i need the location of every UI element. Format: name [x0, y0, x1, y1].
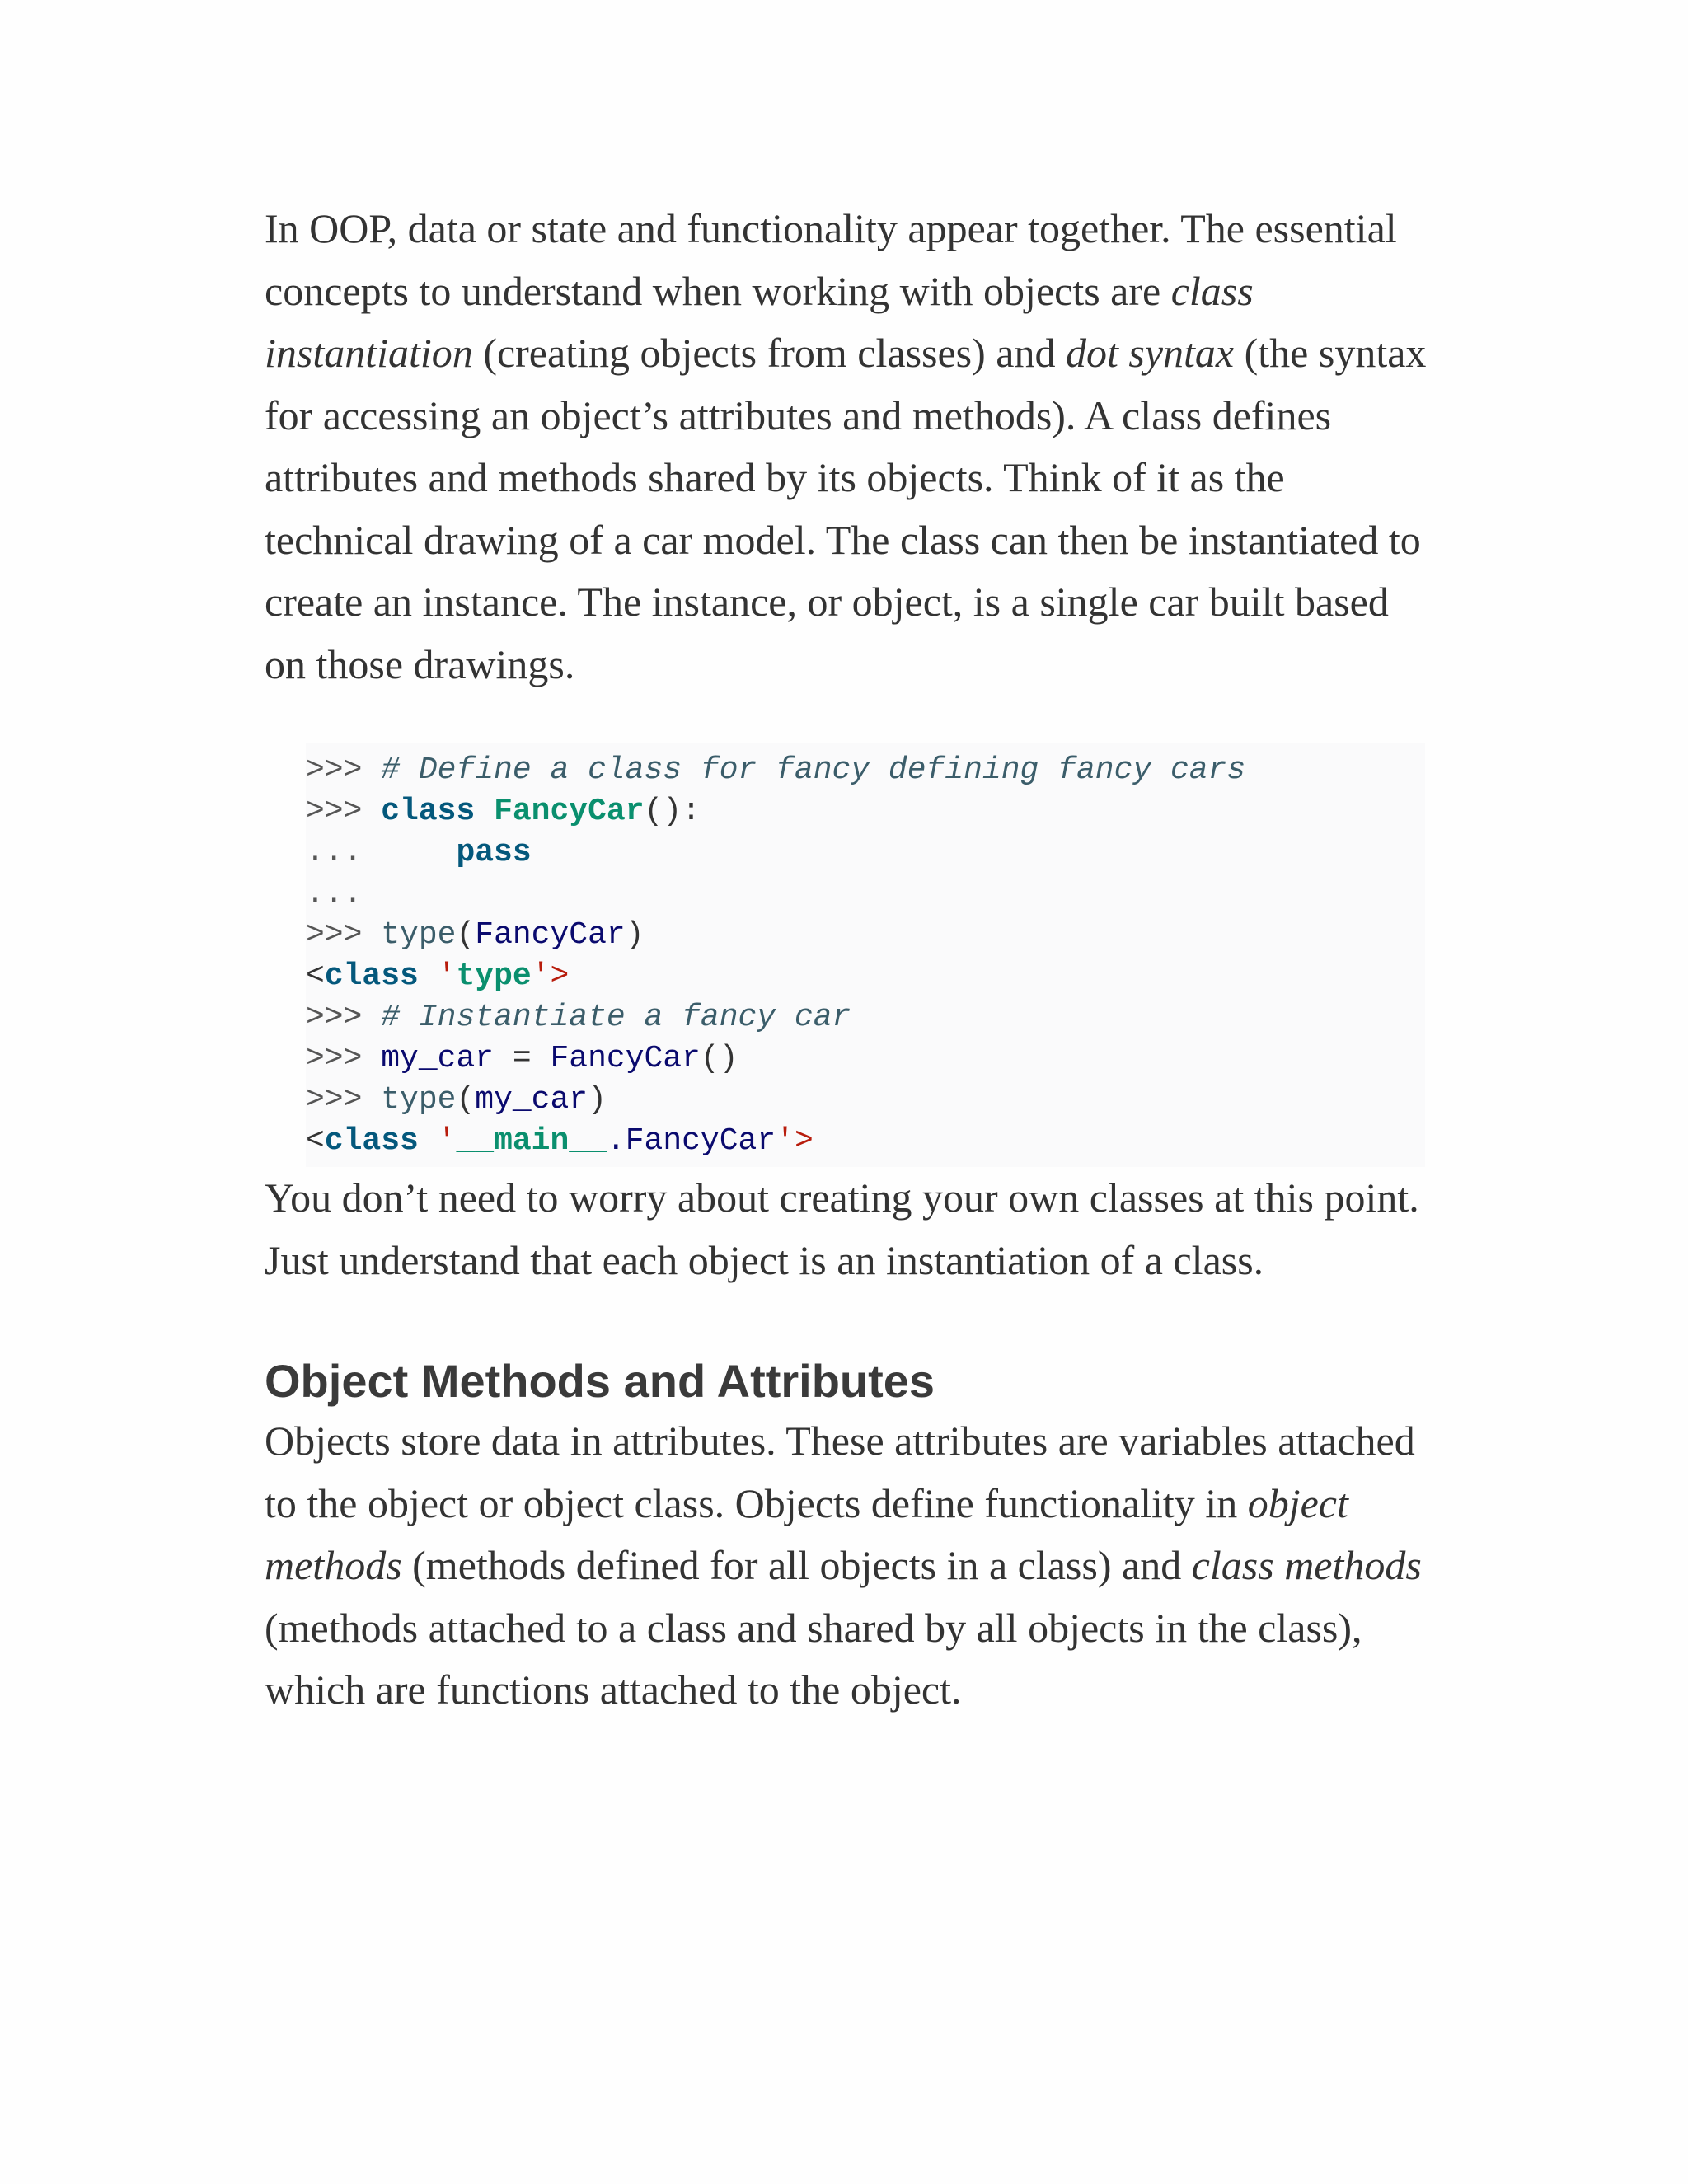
code-name: .FancyCar — [606, 1123, 776, 1159]
code-string-quote: '> — [776, 1123, 814, 1159]
code-line — [306, 832, 1425, 874]
continuation-prompt: ... — [306, 835, 363, 870]
emphasis-class-methods: class methods — [1191, 1542, 1422, 1588]
text-run: Objects store data in attributes. These attributes are variables attached to the object or object class. Objects define functionality in — [265, 1418, 1415, 1526]
code-line — [306, 915, 1425, 956]
text-run: In OOP, data or state and functionality appear together. The essential concepts to understand when working with objects are — [265, 205, 1397, 314]
code-line — [306, 997, 1425, 1038]
code-line — [306, 956, 1425, 997]
code-string-quote: '> — [531, 958, 570, 994]
code-line — [306, 874, 1425, 915]
code-keyword: class — [324, 958, 419, 994]
code-name: my_car — [381, 1041, 495, 1076]
continuation-prompt: ... — [306, 876, 363, 912]
code-line — [306, 750, 1425, 791]
code-punct: (): — [644, 794, 701, 829]
code-comment: # Define a class for fancy defining fancy cars — [381, 752, 1246, 788]
methods-paragraph — [265, 1410, 1435, 1722]
code-keyword: class — [324, 1123, 419, 1159]
code-punct: ( — [456, 917, 476, 953]
code-punct: ) — [625, 917, 645, 953]
code-line — [306, 1080, 1425, 1121]
emphasis-dot-syntax: dot syntax — [1065, 330, 1235, 376]
code-punct: < — [306, 1123, 325, 1159]
code-class-name: FancyCar — [494, 794, 645, 829]
prompt: >>> — [306, 1082, 363, 1118]
code-line — [306, 1121, 1425, 1162]
prompt: >>> — [306, 1041, 363, 1076]
code-comment: # Instantiate a fancy car — [381, 1000, 851, 1035]
emphasis-object-methods: object methods — [265, 1479, 1348, 1588]
prompt: >>> — [306, 752, 363, 788]
prompt: >>> — [306, 917, 363, 953]
code-line — [306, 1038, 1425, 1080]
prompt: >>> — [306, 1000, 363, 1035]
code-builtin: type — [381, 1082, 457, 1118]
code-builtin: type — [381, 917, 457, 953]
code-block — [306, 743, 1425, 1167]
text-run: (the syntax for accessing an object’s attributes and methods). A class defines attributes and methods shared by its objects. Think of it as the technical drawing of a car model. The class can then be instantiated to create an instance. The instance, or object, is a single car built based on those drawings. — [265, 330, 1427, 687]
code-keyword: class — [381, 794, 476, 829]
code-punct: ) — [588, 1082, 607, 1118]
code-string-quote: ' — [437, 1123, 457, 1159]
intro-paragraph — [265, 198, 1435, 696]
prompt: >>> — [306, 794, 363, 829]
code-punct: ( — [456, 1082, 476, 1118]
code-name: my_car — [475, 1082, 588, 1118]
section-heading: Object Methods and Attributes — [265, 1355, 935, 1407]
code-punct: < — [306, 958, 325, 994]
text-run: (methods defined for all objects in a class) and — [401, 1542, 1192, 1588]
document-page — [265, 198, 1435, 1722]
code-string: __main__ — [456, 1123, 607, 1159]
code-operator: = — [494, 1041, 551, 1076]
text-run: (methods attached to a class and shared by all objects in the class), which are functions attached to the object. — [265, 1604, 1362, 1713]
code-string: type — [456, 958, 532, 994]
code-name: FancyCar — [475, 917, 626, 953]
emphasis-class-instantiation: class instantiation — [265, 267, 1254, 376]
code-string-quote: ' — [437, 958, 457, 994]
classes-note-paragraph: You don’t need to worry about creating your own classes at this point. Just understand that each object is an instantiation of a class. — [265, 1174, 1419, 1283]
code-punct: () — [700, 1041, 738, 1076]
code-line — [306, 791, 1425, 832]
code-keyword: pass — [456, 835, 532, 870]
text-run: (creating objects from classes) and — [472, 330, 1066, 376]
code-name: FancyCar — [550, 1041, 701, 1076]
